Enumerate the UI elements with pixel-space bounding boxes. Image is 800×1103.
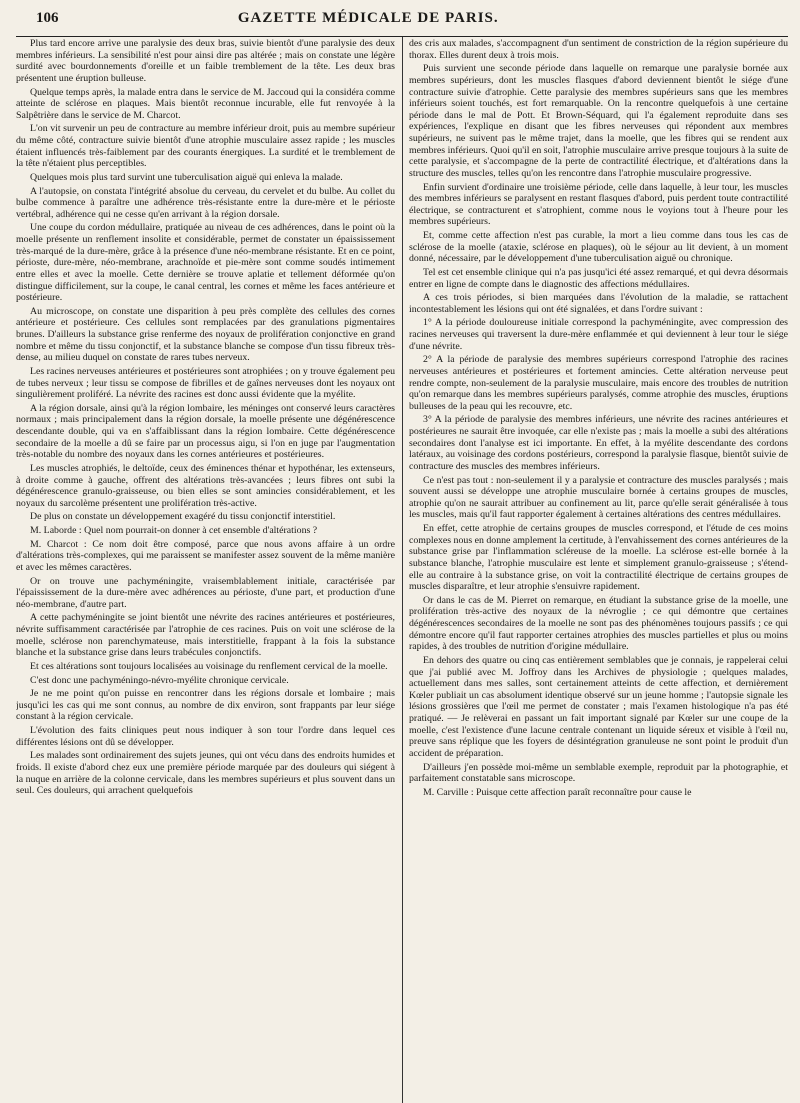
paragraph: Une coupe du cordon médullaire, pratiquée au niveau de ces adhérences, dans le point où la moelle présente un renflement insolite et considérable, permet de constater un épaississement très-marqué de la dure-mère, grâce à la présence d'une néo-membrane résistante. Et en ce point, périoste, dure-mère, néo-membrane, arachnoïde et pie-mère sont comme soudés intimement entre elles et avec la moelle. Cette dernière se trouve aplatie et tellement déformée qu'on distingue difficilement, sur la coupe, le canal central, les cornes et même les faces antérieure et postérieure. [16, 222, 395, 304]
paragraph: Quelques mois plus tard survint une tuberculisation aiguë qui enleva la malade. [30, 171, 343, 183]
journal-title: GAZETTE MÉDICALE DE PARIS. [237, 10, 499, 26]
paragraph: 1° A la période douloureuse initiale correspond la pachyméningite, avec compression des racines nerveuses qui traversent la dure-mère enflammée et qui deviennent à leur tour le siége d'une névrite. [409, 317, 788, 352]
paragraph: A la région dorsale, ainsi qu'à la région lombaire, les méninges ont conservé leurs caractères normaux ; mais principalement dans la région dorsale, la moelle présente une dégénérescence descendante double, qui va en s'affaiblissant dans la région lombaire. Cette dégénérescence secondaire de la moelle a dû se faire par un processus aigu, si l'on en juge par l'augmentation très-notable du nombre des noyaux dans les cornes antérieures et postérieures. [16, 402, 395, 461]
paragraph: Enfin survient d'ordinaire une troisième période, celle dans laquelle, à leur tour, les muscles des membres inférieurs se paralysent en restant flasques d'abord, puis perdent toute contractilité électrique, se contracturent et s'atrophient, comme nous le voyions tout à l'heure pour les membres supérieurs. [409, 181, 788, 228]
paragraph: A cette pachyméningite se joint bientôt une névrite des racines antérieures et postérieures, névrite suffisamment caractérisée par l'atrophie de ces racines. Puis on voit une sclérose de la moelle, sclérose non parenchymateuse, mais interstitielle, frappant à la fois la substance blanche et la substance grise dans leurs trabécules conjonctifs. [16, 612, 395, 659]
column-divider [402, 37, 403, 1103]
paragraph: L'évolution des faits cliniques peut nous indiquer à son tour l'ordre dans lequel ces différentes lésions ont dû se développer. [16, 725, 395, 748]
paragraph: 3° A la période de paralysie des membres inférieurs, une névrite des racines antérieures et postérieures ne saurait être invoquée, car elle n'existe pas ; mais la moelle a subi des altérations secondaires dont l'analyse est ici importante. En effet, à la myélite descendante des cordons latéraux, au voisinage des cordons postérieurs, correspond la paralysie flasque, bientôt suivie de contracture des muscles des membres inférieurs. [409, 414, 788, 472]
paragraph: Au microscope, on constate une disparition à peu près complète des cellules des cornes antérieure et postérieure. Ces cellules sont remplacées par des granulations pigmentaires brunes. D'ailleurs la substance grise renferme des noyaux de prolifération conjonctive en grand nombre et même du tissu conjonctif, et la substance blanche se compose d'un tissu fibreux très-dense, au milieu duquel on constate de rares tubes nerveux. [16, 305, 395, 364]
paragraph: des cris aux malades, s'accompagnent d'un sentiment de constriction de la région supérieure du thorax. Elles durent deux à trois mois. [409, 38, 788, 61]
text-columns [16, 37, 788, 1103]
paragraph: M. Laborde : Quel nom pourrait-on donner à cet ensemble d'altérations ? [30, 525, 318, 536]
paragraph: Or on trouve une pachyméningite, vraisemblablement initiale, caractérisée par l'épaississement de la dure-mère avec adhérences au périoste, d'une part, et production d'une néo-membrane, d'autre part. [16, 575, 395, 610]
paragraph: En effet, cette atrophie de certains groupes de muscles correspond, et l'étude de ces moins complexes nous en donne amplement la certitude, à l'envahissement des cornes antérieures de la substance grise par l'inflammation scléreuse de la moelle. La sclérose est-elle bornée à la substance blanche, l'atrophie musculaire est lente et simplement granulo-graisseuse ; s'étend-elle au contraire à la substance grise, on voit la contractilité électrique de certains groupes de muscles disparaître, et leur atrophie s'ensuivre rapidement. [409, 523, 788, 593]
paragraph: Les muscles atrophiés, le deltoïde, ceux des éminences thénar et hypothénar, les extenseurs, à droite comme à gauche, offrent des altérations très-avancées ; leurs fibres ont subi la dégénérescence granulo-graisseuse, ou bien elles se sont amincies considérablement, et les noyaux du sarcolème présentent une prolifération très-active. [16, 462, 395, 509]
paragraph: A l'autopsie, on constata l'intégrité absolue du cerveau, du cervelet et du bulbe. Au collet du bulbe commence à paraître une adhérence très-résistante entre la dure-mère et le périoste vertébral, adhérence qui ne cesse qu'en arrivant à la région dorsale. [16, 185, 395, 220]
paragraph: Puis survient une seconde période dans laquelle on remarque une paralysie bornée aux membres supérieurs, dont les muscles flasques d'abord deviennent bientôt le siége d'une contracture suivie d'atrophie. Cette paralysie des membres supérieurs sans que les membres inférieurs soient touchés, est fort remarquable. On la rencontre quelquefois à une certaine période dans le mal de Pott. Et Brown-Séquard, qui l'a également reproduite dans ses expériences, l'explique en disant que les fibres nerveuses qui répondent aux membres supérieurs, ne suivent pas le même trajet, dans la moelle, que les fibres qui se rendent aux membres inférieurs. Quoi qu'il en soit, l'atrophie musculaire arrive presque toujours à la suite de cette paralysie, et s'accompagne de la perte de contractilité électrique, et d'altérations dans la structure des muscles, telles qu'on les rencontre dans l'atrophie musculaire progressive. [409, 63, 788, 179]
paragraph: De plus on constate un développement exagéré du tissu conjonctif interstitiel. [30, 511, 336, 523]
paragraph: M. Carville : Puisque cette affection paraît reconnaître pour cause le [423, 786, 692, 798]
paragraph: Et, comme cette affection n'est pas curable, la mort a lieu comme dans tous les cas de sclérose de la moelle (ataxie, sclérose en plaques), où le séjour au lit devient, à un moment donné, nécessaire, par le développement d'une tuberculisation aiguë ou chronique. [409, 230, 788, 265]
paragraph: 2° A la période de paralysie des membres supérieurs correspond l'atrophie des racines nerveuses antérieures et postérieures et fortement amincies. Cette altération nerveuse peut rendre compte, non-seulement de la paralysie musculaire, mais encore des troubles de nutrition qu'on remarque dans les membres supérieurs paralysés, comme atrophie des muscles, éruptions bulleuses de la peau qui les recouvre, etc. [409, 354, 788, 412]
paragraph: Les malades sont ordinairement des sujets jeunes, qui ont vécu dans des endroits humides et froids. Il existe d'abord chez eux une première période marquée par des douleurs qui siégent à la nuque en arrière de la colonne cervicale, dans les membres supérieurs et plus souvent dans un seul. Ces douleurs, qui arrachent quelquefois [16, 750, 395, 797]
paragraph: A ces trois périodes, si bien marquées dans l'évolution de la maladie, se rattachent incontestablement les lésions qui ont été signalées, et dans l'ordre suivant : [409, 292, 788, 315]
right-column [409, 37, 788, 1103]
paragraph: Or dans le cas de M. Pierret on remarque, en étudiant la substance grise de la moelle, une prolifération très-active des noyaux de la névroglie ; ce qui démontre que certaines dégénérescences secondaires de la moelle ne sont pas des phénomènes toujours passifs ; ce qui démontre encore qu'il faut rapporter certaines atrophies des muscles partielles et plus ou moins rapides, à des troubles de nutrition d'origine médullaire. [409, 594, 788, 653]
paragraph: Et ces altérations sont toujours localisées au voisinage du renflement cervical de la moelle. [30, 660, 388, 672]
paragraph: Plus tard encore arrive une paralysie des deux bras, suivie bientôt d'une paralysie des deux membres inférieurs. La sensibilité n'est pour ainsi dire pas altérée ; mais on constate une légère surdité avec bourdonnements d'oreille et un faible tremblement de la tête. Les deux bras présentent une éruption bulleuse. [16, 38, 395, 84]
paragraph: M. Charcot : Ce nom doit être composé, parce que nous avons affaire à un ordre d'altérations très-complexes, qui me paraissent se manifester assez souvent de la même manière et avec les mêmes caractères. [16, 538, 395, 573]
paragraph: C'est donc une pachyméningo-névro-myélite chronique cervicale. [30, 674, 289, 686]
paragraph: Ce n'est pas tout : non-seulement il y a paralysie et contracture des muscles paralysés ; mais souvent aussi se développe une atrophie musculaire bornée à certains groupes de muscles, atrophie qu'on ne saurait attribuer au confinement au lit, parce qu'elle serait généralisée à tous les muscles, mais qu'il faut rapporter également à certaines altérations des centres médullaires. [409, 474, 788, 521]
left-column [16, 37, 395, 1103]
paragraph: Quelque temps après, la malade entra dans le service de M. Jaccoud qui la considéra comme atteinte de sclérose en plaques. Mais bientôt reconnue incurable, elle fut renvoyée à la Salpêtrière dans le service de M. Charcot. [16, 86, 395, 121]
page-number: 106 [36, 10, 59, 26]
paragraph: L'on vit survenir un peu de contracture au membre inférieur droit, puis au membre supérieur du même côté, contracture suivie bientôt d'une atrophie musculaire assez rapide ; les muscles étaient influencés très-faiblement par des courants énergiques. La surdité et le tremblement de la tête n'étaient plus perceptibles. [16, 123, 395, 170]
paragraph: Tel est cet ensemble clinique qui n'a pas jusqu'ici été assez remarqué, et qui devra désormais entrer en ligne de compte dans le diagnostic des affections médullaires. [409, 266, 788, 290]
paragraph: Je ne me point qu'on puisse en rencontrer dans les régions dorsale et lombaire ; mais jusqu'ici les cas qui me sont connus, au nombre de dix environ, sont frappants par leur siége constant à la région cervicale. [16, 688, 395, 723]
paragraph: Les racines nerveuses antérieures et postérieures sont atrophiées ; on y trouve également peu de tubes nerveux ; leur tissu se compose de fibrilles et de gaînes nerveuses dont les noyaux ont singulièrement proliféré. La névrite des racines est donc aussi évidente que la myélite. [16, 365, 395, 401]
paragraph: D'ailleurs j'en possède moi-même un semblable exemple, reproduit par la photographie, et parfaitement constatable sans microscope. [409, 761, 788, 785]
paragraph: En dehors des quatre ou cinq cas entièrement semblables que je connais, je rappelerai celui que j'ai publié avec M. Joffroy dans les Archives de physiologie ; quelques malades, actuellement dans mes salles, sont certainement atteints de cette affection, et dernièrement Kœler publiait un cas absolument identique observé sur un jeune homme ; l'autopsie signale les lésions grossières que l'œil me permet de constater ; mais l'examen histologique n'a pas été pratiqué. — Je relèverai en passant un fait important signalé par Kœler sur une coupe de la moelle, c'est l'existence d'une lacune centrale contenant un liquide séreux et visible à l'œil nu, preuve sans réplique que les foyers de désintégration granuleuse ne sont point le produit d'un accident de préparation. [409, 654, 788, 759]
page-header [16, 10, 788, 37]
